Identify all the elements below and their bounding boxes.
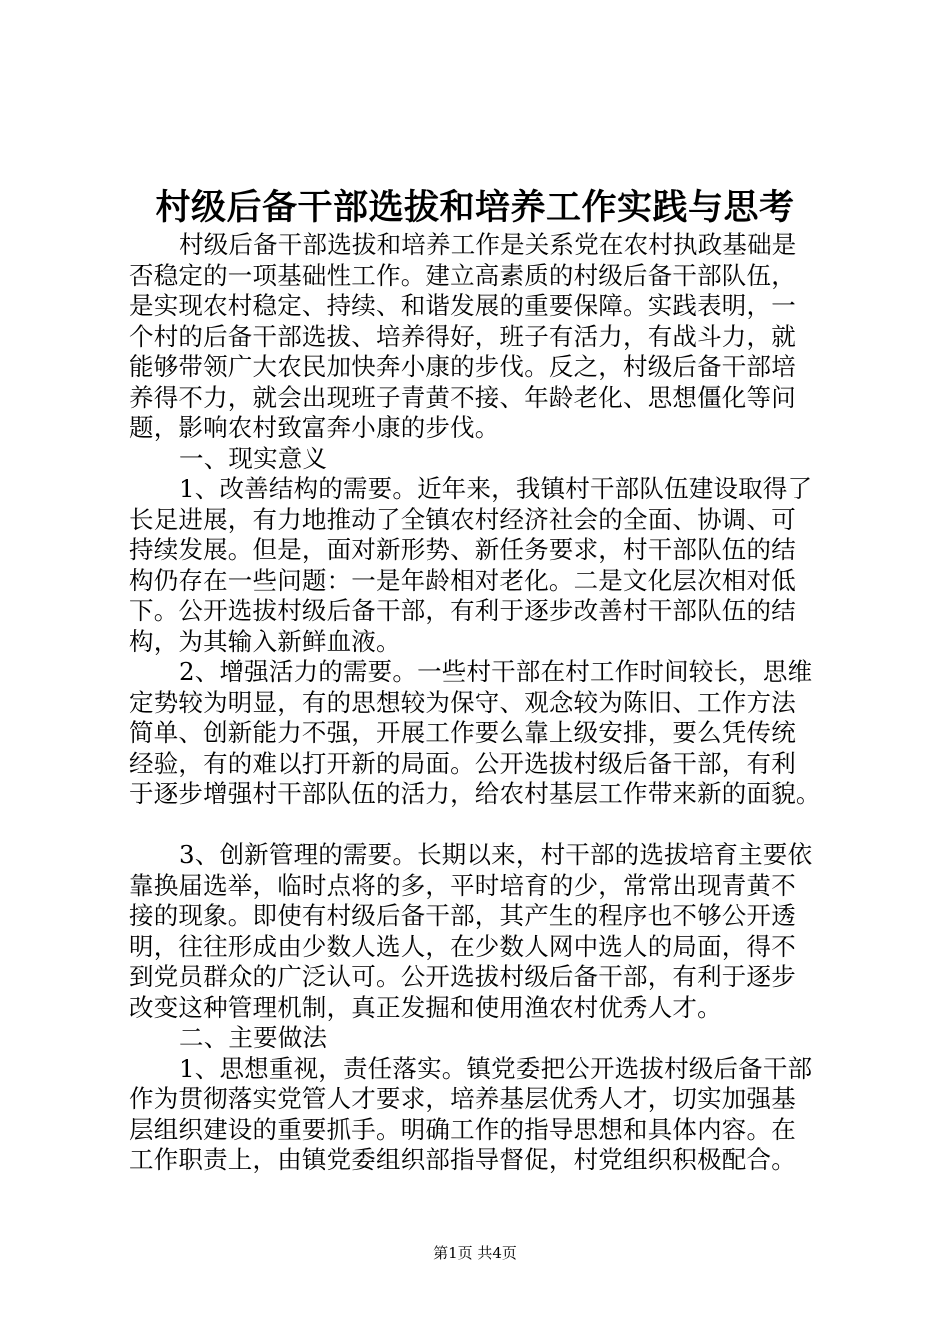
paragraph-line: 1、思想重视，责任落实。镇党委把公开选拔村级后备干部 bbox=[179, 1053, 813, 1083]
paragraph-line: 接的现象。即使有村级后备干部，其产生的程序也不够公开透 bbox=[129, 901, 796, 930]
paragraph-line: 到党员群众的广泛认可。公开选拔村级后备干部，有利于逐步 bbox=[129, 962, 796, 991]
paragraph-line: 能够带领广大农民加快奔小康的步伐。反之，村级后备干部培 bbox=[129, 352, 796, 381]
paragraph-line: 3、创新管理的需要。长期以来，村干部的选拔培育主要依 bbox=[179, 840, 813, 869]
paragraph-line: 明，往往形成由少数人选人，在少数人网中选人的局面，得不 bbox=[129, 931, 796, 961]
paragraph-line: 工作职责上，由镇党委组织部指导督促，村党组织积极配合。 bbox=[129, 1145, 796, 1174]
section-heading: 一、现实意义 bbox=[179, 443, 328, 473]
paragraph-line: 养得不力，就会出现班子青黄不接、年龄老化、思想僵化等问 bbox=[129, 382, 796, 412]
paragraph-line: 改变这种管理机制，真正发掘和使用渔农村优秀人才。 bbox=[129, 992, 722, 1022]
paragraph-line: 个村的后备干部选拔、培养得好，班子有活力，有战斗力，就 bbox=[129, 321, 796, 351]
paragraph-line: 作为贯彻落实党管人才要求，培养基层优秀人才，切实加强基 bbox=[129, 1084, 796, 1113]
document-body bbox=[129, 230, 839, 1176]
paragraph-line: 1、改善结构的需要。近年来，我镇村干部队伍建设取得了 bbox=[179, 474, 813, 503]
paragraph-line: 简单、创新能力不强，开展工作要么靠上级安排，要么凭传统 bbox=[129, 718, 796, 747]
paragraph-line: 定势较为明显，有的思想较为保守、观念较为陈旧、工作方法 bbox=[129, 687, 796, 717]
section-heading: 二、主要做法 bbox=[179, 1023, 328, 1052]
paragraph-line: 2、增强活力的需要。一些村干部在村工作时间较长，思维 bbox=[179, 657, 813, 686]
paragraph-line: 长足进展，有力地推动了全镇农村经济社会的全面、协调、可 bbox=[129, 504, 796, 534]
paragraph-line: 经验，有的难以打开新的局面。公开选拔村级后备干部，有利 bbox=[129, 748, 796, 778]
paragraph-line: 题，影响农村致富奔小康的步伐。 bbox=[129, 413, 500, 442]
paragraph-line: 是实现农村稳定、持续、和谐发展的重要保障。实践表明，一 bbox=[129, 291, 796, 320]
paragraph-line: 村级后备干部选拔和培养工作是关系党在农村执政基础是 bbox=[179, 230, 797, 259]
paragraph-line: 层组织建设的重要抓手。明确工作的指导思想和具体内容。在 bbox=[129, 1114, 796, 1144]
page-number-footer: 第1页 共4页 bbox=[433, 1244, 517, 1262]
paragraph-line: 构仍存在一些问题：一是年龄相对老化。二是文化层次相对低 bbox=[129, 565, 796, 595]
document-title: 村级后备干部选拔和培养工作实践与思考 bbox=[155, 187, 795, 228]
paragraph-line: 于逐步增强村干部队伍的活力，给农村基层工作带来新的面貌。 bbox=[129, 779, 821, 808]
paragraph-line: 持续发展。但是，面对新形势、新任务要求，村干部队伍的结 bbox=[129, 535, 796, 564]
paragraph-spacer bbox=[129, 810, 839, 841]
paragraph-line: 构，为其输入新鲜血液。 bbox=[129, 626, 401, 656]
paragraph-line: 靠换届选举，临时点将的多，平时培育的少，常常出现青黄不 bbox=[129, 870, 796, 900]
paragraph-line: 下。公开选拔村级后备干部，有利于逐步改善村干部队伍的结 bbox=[129, 596, 796, 625]
paragraph-line: 否稳定的一项基础性工作。建立高素质的村级后备干部队伍， bbox=[129, 260, 796, 290]
